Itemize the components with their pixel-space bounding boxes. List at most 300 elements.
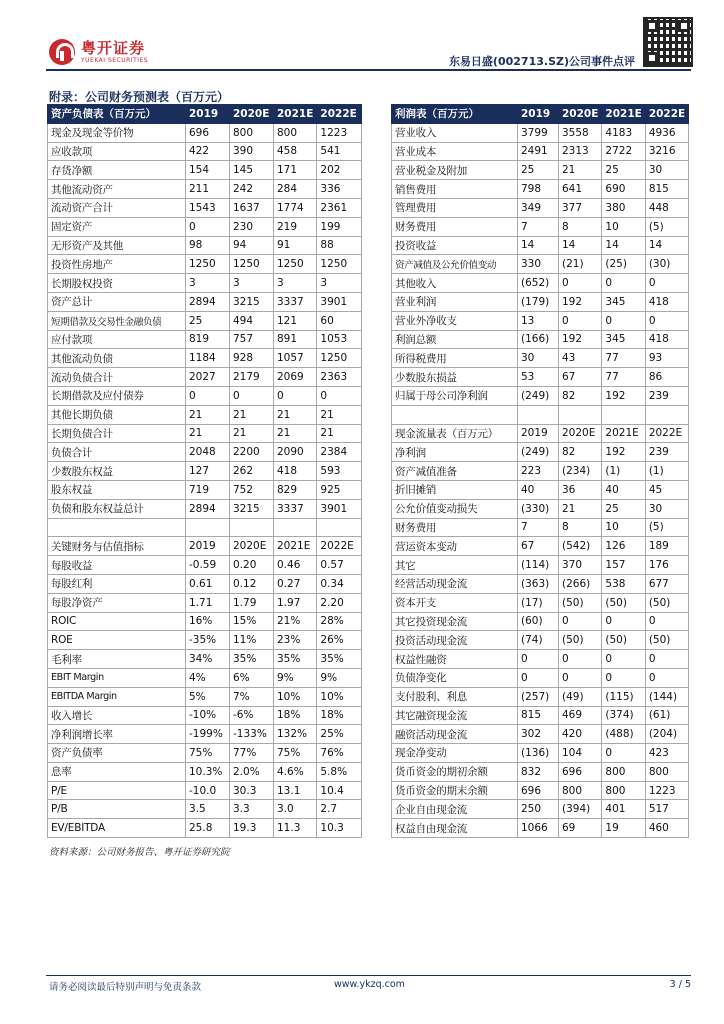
table-row	[392, 161, 689, 180]
value-cell: (17)	[518, 593, 559, 612]
value-cell: 798	[518, 180, 559, 199]
row-label: P/E	[48, 781, 186, 800]
value-cell: 16%	[186, 612, 230, 631]
value-cell: 21%	[274, 612, 317, 631]
value-cell: (144)	[645, 687, 688, 706]
table-row	[48, 819, 362, 838]
value-cell: 2090	[274, 443, 317, 462]
value-cell: (5)	[645, 518, 688, 537]
value-cell: 2.20	[317, 593, 362, 612]
row-label: 其他长期负债	[48, 405, 186, 424]
value-cell: 2384	[317, 443, 362, 462]
value-cell: 2313	[559, 142, 602, 161]
row-label: 销售费用	[392, 180, 518, 199]
value-cell: 0	[518, 650, 559, 669]
table-row	[392, 480, 689, 499]
value-cell: 1250	[274, 255, 317, 274]
value-cell: 4936	[645, 123, 688, 142]
table-row	[392, 725, 689, 744]
table-row	[392, 405, 689, 424]
row-label: 负债净变化	[392, 668, 518, 687]
value-cell: 928	[230, 349, 274, 368]
value-cell: 800	[274, 123, 317, 142]
value-cell: 423	[645, 744, 688, 763]
value-cell: 422	[186, 142, 230, 161]
table-row	[48, 236, 362, 255]
value-cell: 127	[186, 462, 230, 481]
value-cell: 641	[559, 180, 602, 199]
value-cell: -0.59	[186, 556, 230, 575]
value-cell: 0	[645, 311, 688, 330]
footer-disclaimer: 请务必阅读最后特别声明与免责条款	[49, 982, 202, 993]
row-label: 营业成本	[392, 142, 518, 161]
row-label: 固定资产	[48, 217, 186, 236]
value-cell: 696	[518, 781, 559, 800]
row-label	[392, 405, 518, 424]
value-cell: 94	[230, 236, 274, 255]
value-cell: 7%	[230, 687, 274, 706]
value-cell: (166)	[518, 330, 559, 349]
value-cell: 3216	[645, 142, 688, 161]
logo-icon	[49, 39, 75, 65]
value-cell: 2022E	[317, 537, 362, 556]
value-cell: 690	[602, 180, 645, 199]
value-cell: 448	[645, 198, 688, 217]
value-cell: 3337	[274, 292, 317, 311]
page-number: 3 / 5	[669, 979, 691, 990]
row-label: 长期借款及应付债券	[48, 386, 186, 405]
table-row	[392, 180, 689, 199]
value-cell: 202	[317, 161, 362, 180]
row-label: 营业利润	[392, 292, 518, 311]
value-cell	[602, 405, 645, 424]
value-cell: 75%	[186, 744, 230, 763]
value-cell: 420	[559, 725, 602, 744]
row-label: 负债合计	[48, 443, 186, 462]
header-cell: 2022E	[317, 105, 362, 124]
value-cell: 2.7	[317, 800, 362, 819]
value-cell: -35%	[186, 631, 230, 650]
value-cell: 2179	[230, 368, 274, 387]
value-cell: 800	[602, 781, 645, 800]
logo-name-cn: 粤开证券	[81, 38, 146, 57]
value-cell: 1.71	[186, 593, 230, 612]
value-cell: 75%	[274, 744, 317, 763]
value-cell: 1.97	[274, 593, 317, 612]
value-cell: 0	[602, 311, 645, 330]
table-row	[392, 292, 689, 311]
row-label: 应收款项	[48, 142, 186, 161]
table-row	[392, 443, 689, 462]
row-label: 每股净资产	[48, 593, 186, 612]
value-cell: 418	[645, 292, 688, 311]
value-cell: 6%	[230, 668, 274, 687]
value-cell: 19	[602, 819, 645, 838]
value-cell: 104	[559, 744, 602, 763]
document-title: 东易日盛(002713.SZ)公司事件点评	[448, 55, 635, 68]
row-label: 流动资产合计	[48, 198, 186, 217]
value-cell: 1066	[518, 819, 559, 838]
value-cell: 91	[274, 236, 317, 255]
value-cell: 121	[274, 311, 317, 330]
value-cell: 18%	[317, 706, 362, 725]
value-cell: 757	[230, 330, 274, 349]
value-cell: 1543	[186, 198, 230, 217]
table-row	[48, 161, 362, 180]
table-row	[48, 687, 362, 706]
income-cashflow-table	[391, 104, 689, 838]
value-cell: 0	[645, 274, 688, 293]
row-label: 资本开支	[392, 593, 518, 612]
table-row	[392, 593, 689, 612]
value-cell: 538	[602, 574, 645, 593]
row-label: 流动负债合计	[48, 368, 186, 387]
value-cell	[317, 518, 362, 537]
table-row	[48, 142, 362, 161]
table-row	[392, 744, 689, 763]
value-cell: 10.4	[317, 781, 362, 800]
value-cell: 0.46	[274, 556, 317, 575]
table-row	[48, 631, 362, 650]
value-cell: 0	[559, 650, 602, 669]
value-cell: 126	[602, 537, 645, 556]
value-cell: 0	[559, 668, 602, 687]
value-cell: (330)	[518, 499, 559, 518]
value-cell: 336	[317, 180, 362, 199]
row-label: 折旧摊销	[392, 480, 518, 499]
value-cell: -10.0	[186, 781, 230, 800]
value-cell: 21	[559, 499, 602, 518]
row-label: 净利润	[392, 443, 518, 462]
table-row	[392, 781, 689, 800]
row-label: 其他流动资产	[48, 180, 186, 199]
table-row	[48, 518, 362, 537]
value-cell: 25.8	[186, 819, 230, 838]
row-label: ROE	[48, 631, 186, 650]
value-cell: (652)	[518, 274, 559, 293]
value-cell: 800	[645, 762, 688, 781]
value-cell: (115)	[602, 687, 645, 706]
value-cell: 5.8%	[317, 762, 362, 781]
value-cell: 192	[559, 330, 602, 349]
value-cell: 0	[645, 612, 688, 631]
table-row	[392, 612, 689, 631]
value-cell: 77%	[230, 744, 274, 763]
row-label: 短期借款及交易性金融负债	[48, 311, 186, 330]
value-cell: 82	[559, 443, 602, 462]
balance-sheet-table	[47, 104, 362, 838]
value-cell: 192	[602, 386, 645, 405]
value-cell	[518, 405, 559, 424]
value-cell: (394)	[559, 800, 602, 819]
source-note: 资料来源：公司财务报告、粤开证券研究院	[49, 847, 230, 858]
value-cell: 2019	[518, 424, 559, 443]
value-cell: 696	[559, 762, 602, 781]
value-cell: 25	[518, 161, 559, 180]
table-row	[392, 819, 689, 838]
value-cell: 14	[602, 236, 645, 255]
row-label: 所得税费用	[392, 349, 518, 368]
value-cell: (257)	[518, 687, 559, 706]
value-cell: 11.3	[274, 819, 317, 838]
value-cell: 10.3	[317, 819, 362, 838]
table-row	[392, 762, 689, 781]
value-cell: (50)	[559, 631, 602, 650]
value-cell: 2.0%	[230, 762, 274, 781]
table-row	[48, 650, 362, 669]
table-row	[48, 556, 362, 575]
header-cell: 2020E	[230, 105, 274, 124]
value-cell: 7	[518, 518, 559, 537]
row-label: 权益性融资	[392, 650, 518, 669]
table-row	[392, 687, 689, 706]
table-row	[48, 781, 362, 800]
value-cell: 230	[230, 217, 274, 236]
value-cell: 21	[559, 161, 602, 180]
value-cell	[645, 405, 688, 424]
table-row	[392, 330, 689, 349]
value-cell: 23%	[274, 631, 317, 650]
table-row	[392, 556, 689, 575]
value-cell: 30.3	[230, 781, 274, 800]
row-label: 企业自由现金流	[392, 800, 518, 819]
header-cell: 利润表（百万元）	[392, 105, 518, 124]
footer-website-link[interactable]: www.ykzq.com	[334, 979, 405, 990]
value-cell: 3	[230, 274, 274, 293]
value-cell: 0	[230, 386, 274, 405]
value-cell: 752	[230, 480, 274, 499]
row-label: 投资性房地产	[48, 255, 186, 274]
table-row	[392, 800, 689, 819]
header-cell: 2019	[518, 105, 559, 124]
value-cell: 242	[230, 180, 274, 199]
table-row	[48, 462, 362, 481]
value-cell: 28%	[317, 612, 362, 631]
value-cell: 2020E	[559, 424, 602, 443]
table-row	[48, 725, 362, 744]
value-cell: 77	[602, 349, 645, 368]
table-row	[48, 330, 362, 349]
row-label: 现金流量表（百万元）	[392, 424, 518, 443]
table-row	[48, 574, 362, 593]
value-cell: (74)	[518, 631, 559, 650]
value-cell: 35%	[317, 650, 362, 669]
row-label: 支付股利、利息	[392, 687, 518, 706]
table-row	[48, 217, 362, 236]
value-cell: (488)	[602, 725, 645, 744]
table-row	[392, 142, 689, 161]
value-cell: 53	[518, 368, 559, 387]
value-cell: 370	[559, 556, 602, 575]
value-cell: 21	[274, 405, 317, 424]
value-cell: 2894	[186, 499, 230, 518]
value-cell: 21	[230, 405, 274, 424]
value-cell: 13.1	[274, 781, 317, 800]
table-row	[392, 255, 689, 274]
value-cell: 0.12	[230, 574, 274, 593]
value-cell: 349	[518, 198, 559, 217]
value-cell: 15%	[230, 612, 274, 631]
value-cell: (50)	[645, 631, 688, 650]
row-label: 息率	[48, 762, 186, 781]
value-cell: (50)	[559, 593, 602, 612]
value-cell: 0	[518, 668, 559, 687]
value-cell: 819	[186, 330, 230, 349]
value-cell: (50)	[602, 631, 645, 650]
value-cell: 10	[602, 217, 645, 236]
value-cell: (5)	[645, 217, 688, 236]
value-cell: (234)	[559, 462, 602, 481]
value-cell: 2069	[274, 368, 317, 387]
table-header-row	[392, 105, 689, 124]
value-cell: 219	[274, 217, 317, 236]
value-cell: 1250	[230, 255, 274, 274]
value-cell: 0.20	[230, 556, 274, 575]
value-cell: 3.5	[186, 800, 230, 819]
row-label: 货币资金的期初余额	[392, 762, 518, 781]
row-label: 少数股东损益	[392, 368, 518, 387]
value-cell: 2894	[186, 292, 230, 311]
value-cell: 925	[317, 480, 362, 499]
value-cell: 390	[230, 142, 274, 161]
table-row	[392, 499, 689, 518]
value-cell: 0	[645, 668, 688, 687]
value-cell: (21)	[559, 255, 602, 274]
row-label: 融资活动现金流	[392, 725, 518, 744]
row-label: 财务费用	[392, 518, 518, 537]
value-cell: 88	[317, 236, 362, 255]
value-cell: 250	[518, 800, 559, 819]
value-cell: 1223	[645, 781, 688, 800]
value-cell	[186, 518, 230, 537]
value-cell: 0.27	[274, 574, 317, 593]
row-label: 投资活动现金流	[392, 631, 518, 650]
value-cell: 2021E	[274, 537, 317, 556]
table-row	[392, 537, 689, 556]
value-cell: (25)	[602, 255, 645, 274]
value-cell: 21	[186, 405, 230, 424]
value-cell: 0	[602, 668, 645, 687]
row-label	[48, 518, 186, 537]
value-cell: 21	[317, 405, 362, 424]
row-label: 每股收益	[48, 556, 186, 575]
header-cell: 2020E	[559, 105, 602, 124]
value-cell: 30	[645, 499, 688, 518]
table-row	[392, 424, 689, 443]
row-label: 收入增长	[48, 706, 186, 725]
value-cell: 21	[274, 424, 317, 443]
table-row	[48, 198, 362, 217]
value-cell: 469	[559, 706, 602, 725]
row-label: 资产减值及公允价值变动	[392, 255, 518, 274]
row-label: 财务费用	[392, 217, 518, 236]
row-label: 利润总额	[392, 330, 518, 349]
value-cell	[230, 518, 274, 537]
table-row	[392, 706, 689, 725]
value-cell: 3901	[317, 292, 362, 311]
row-label: 资产负债率	[48, 744, 186, 763]
table-row	[392, 198, 689, 217]
value-cell: 262	[230, 462, 274, 481]
table-row	[48, 612, 362, 631]
value-cell: 10	[602, 518, 645, 537]
value-cell: 517	[645, 800, 688, 819]
row-label: 负债和股东权益总计	[48, 499, 186, 518]
value-cell: (374)	[602, 706, 645, 725]
row-label: 资产总计	[48, 292, 186, 311]
logo-name-en: YUEKAI SECURITIES	[81, 56, 149, 64]
value-cell: 25	[602, 499, 645, 518]
value-cell: 3	[274, 274, 317, 293]
value-cell: 69	[559, 819, 602, 838]
row-label: 其它	[392, 556, 518, 575]
value-cell: 1774	[274, 198, 317, 217]
row-label: ROIC	[48, 612, 186, 631]
value-cell: 815	[645, 180, 688, 199]
value-cell: 401	[602, 800, 645, 819]
row-label: 其他流动负债	[48, 349, 186, 368]
table-row	[48, 706, 362, 725]
row-label: 经营活动现金流	[392, 574, 518, 593]
value-cell: (60)	[518, 612, 559, 631]
row-label: 其他收入	[392, 274, 518, 293]
value-cell: 2722	[602, 142, 645, 161]
value-cell: 1184	[186, 349, 230, 368]
value-cell: 2021E	[602, 424, 645, 443]
row-label: 应付款项	[48, 330, 186, 349]
value-cell: 0	[602, 274, 645, 293]
table-row	[392, 631, 689, 650]
value-cell: 377	[559, 198, 602, 217]
value-cell: (50)	[645, 593, 688, 612]
table-row	[48, 311, 362, 330]
value-cell: 0	[186, 217, 230, 236]
table-row	[48, 744, 362, 763]
value-cell: 18%	[274, 706, 317, 725]
value-cell: 132%	[274, 725, 317, 744]
value-cell: 677	[645, 574, 688, 593]
value-cell: 418	[645, 330, 688, 349]
value-cell: 10.3%	[186, 762, 230, 781]
value-cell: 25	[602, 161, 645, 180]
value-cell: 13	[518, 311, 559, 330]
value-cell: 345	[602, 330, 645, 349]
table-row	[48, 443, 362, 462]
value-cell	[559, 405, 602, 424]
table-row	[392, 518, 689, 537]
value-cell: 192	[602, 443, 645, 462]
value-cell: 30	[645, 161, 688, 180]
value-cell: (363)	[518, 574, 559, 593]
row-label: 无形资产及其他	[48, 236, 186, 255]
table-row	[48, 405, 362, 424]
value-cell: 800	[230, 123, 274, 142]
qr-code-icon	[643, 17, 693, 67]
value-cell: 43	[559, 349, 602, 368]
value-cell: 0	[559, 311, 602, 330]
value-cell: 30	[518, 349, 559, 368]
value-cell: 8	[559, 518, 602, 537]
footer-divider	[46, 975, 691, 976]
value-cell: 1057	[274, 349, 317, 368]
value-cell: 154	[186, 161, 230, 180]
value-cell: 458	[274, 142, 317, 161]
value-cell: 0	[186, 386, 230, 405]
value-cell: (30)	[645, 255, 688, 274]
row-label: 营运资本变动	[392, 537, 518, 556]
value-cell: 14	[645, 236, 688, 255]
table-row	[48, 800, 362, 819]
